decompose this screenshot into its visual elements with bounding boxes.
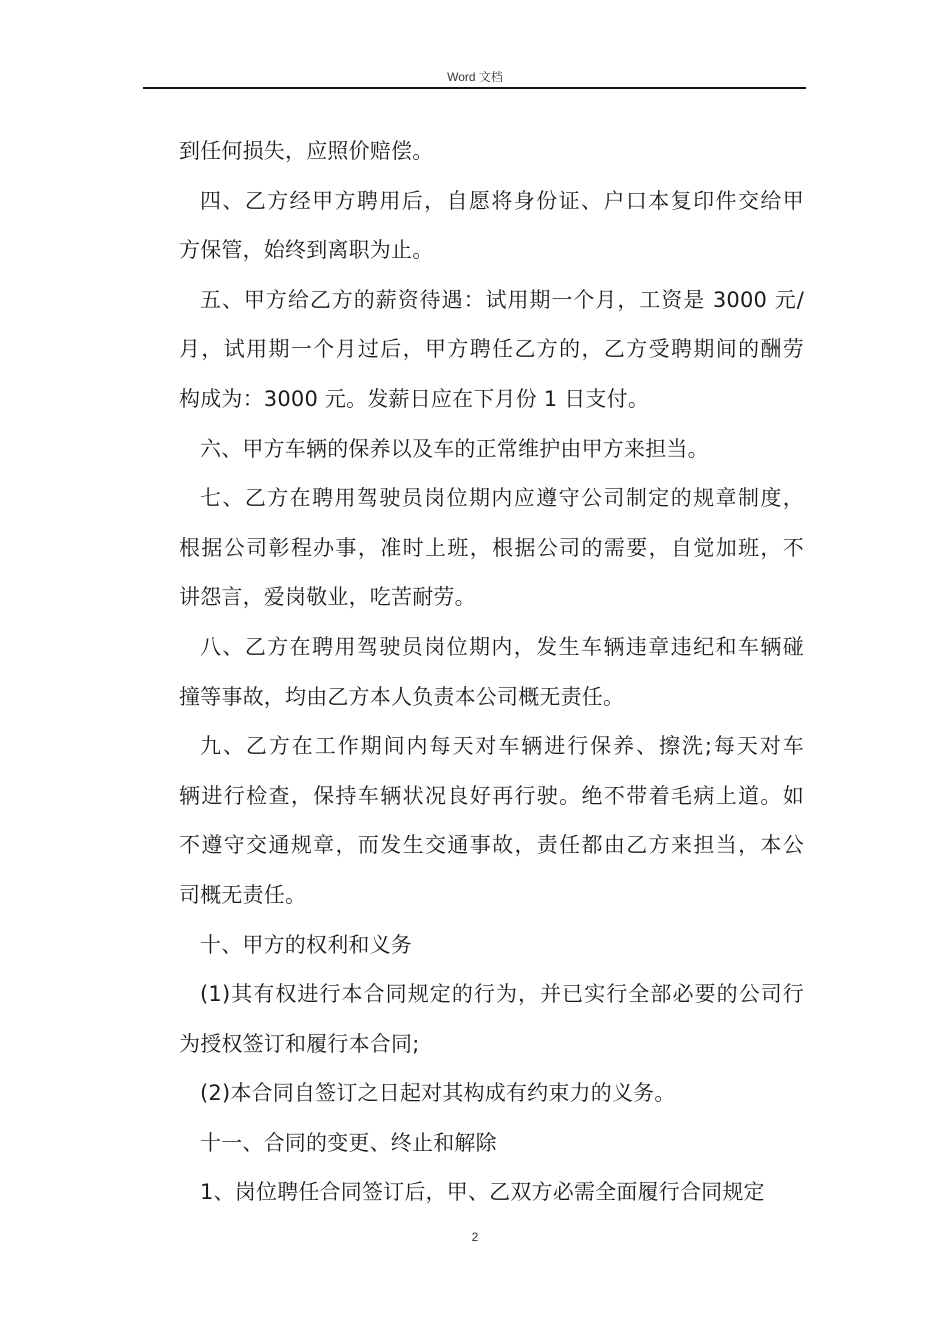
- text-line: 不遵守交通规章，而发生交通事故，责任都由乙方来担当，本公: [179, 833, 804, 858]
- page-number: 2: [471, 1230, 479, 1244]
- text-line: 方保管，始终到离职为止。: [179, 238, 434, 263]
- document-body: [179, 127, 804, 1218]
- text-line: 1、岗位聘任合同签订后，甲、乙双方必需全面履行合同规定: [200, 1180, 765, 1205]
- text-line: 讲怨言，爱岗敬业，吃苦耐劳。: [179, 585, 476, 610]
- running-header: Word 文档: [447, 70, 503, 84]
- text-line: (2)本合同自签订之日起对其构成有约束力的义务。: [200, 1081, 676, 1106]
- header-divider: [143, 87, 806, 89]
- text-line: 撞等事故，均由乙方本人负责本公司概无责任。: [179, 684, 625, 709]
- text-line: 七、乙方在聘用驾驶员岗位期内应遵守公司制定的规章制度，: [200, 486, 804, 511]
- text-line: 十、甲方的权利和义务: [200, 932, 412, 957]
- text-line: 九、乙方在工作期间内每天对车辆进行保养、擦洗;每天对车: [200, 734, 804, 759]
- text-line: 十一、合同的变更、终止和解除: [200, 1130, 497, 1155]
- text-line: 到任何损失，应照价赔偿。: [179, 139, 434, 163]
- text-line: 月，试用期一个月过后，甲方聘任乙方的，乙方受聘期间的酬劳: [179, 337, 804, 362]
- text-line: 根据公司彰程办事，准时上班，根据公司的需要，自觉加班，不: [179, 535, 804, 560]
- text-line: (1)其有权进行本合同规定的行为，并已实行全部必要的公司行: [200, 982, 804, 1007]
- text-line: 司概无责任。: [179, 882, 307, 907]
- text-line: 辆进行检查，保持车辆状况良好再行驶。绝不带着毛病上道。如: [179, 783, 804, 808]
- text-line: 六、甲方车辆的保养以及车的正常维护由甲方来担当。: [200, 436, 709, 461]
- text-line: 四、乙方经甲方聘用后，自愿将身份证、户口本复印件交给甲: [200, 188, 804, 213]
- text-line: 为授权签订和履行本合同;: [179, 1031, 420, 1056]
- text-line: 构成为：3000 元。发薪日应在下月份 1 日支付。: [179, 386, 650, 411]
- text-line: 五、甲方给乙方的薪资待遇：试用期一个月，工资是 3000 元/: [200, 287, 804, 312]
- text-line: 八、乙方在聘用驾驶员岗位期内，发生车辆违章违纪和车辆碰: [200, 634, 804, 659]
